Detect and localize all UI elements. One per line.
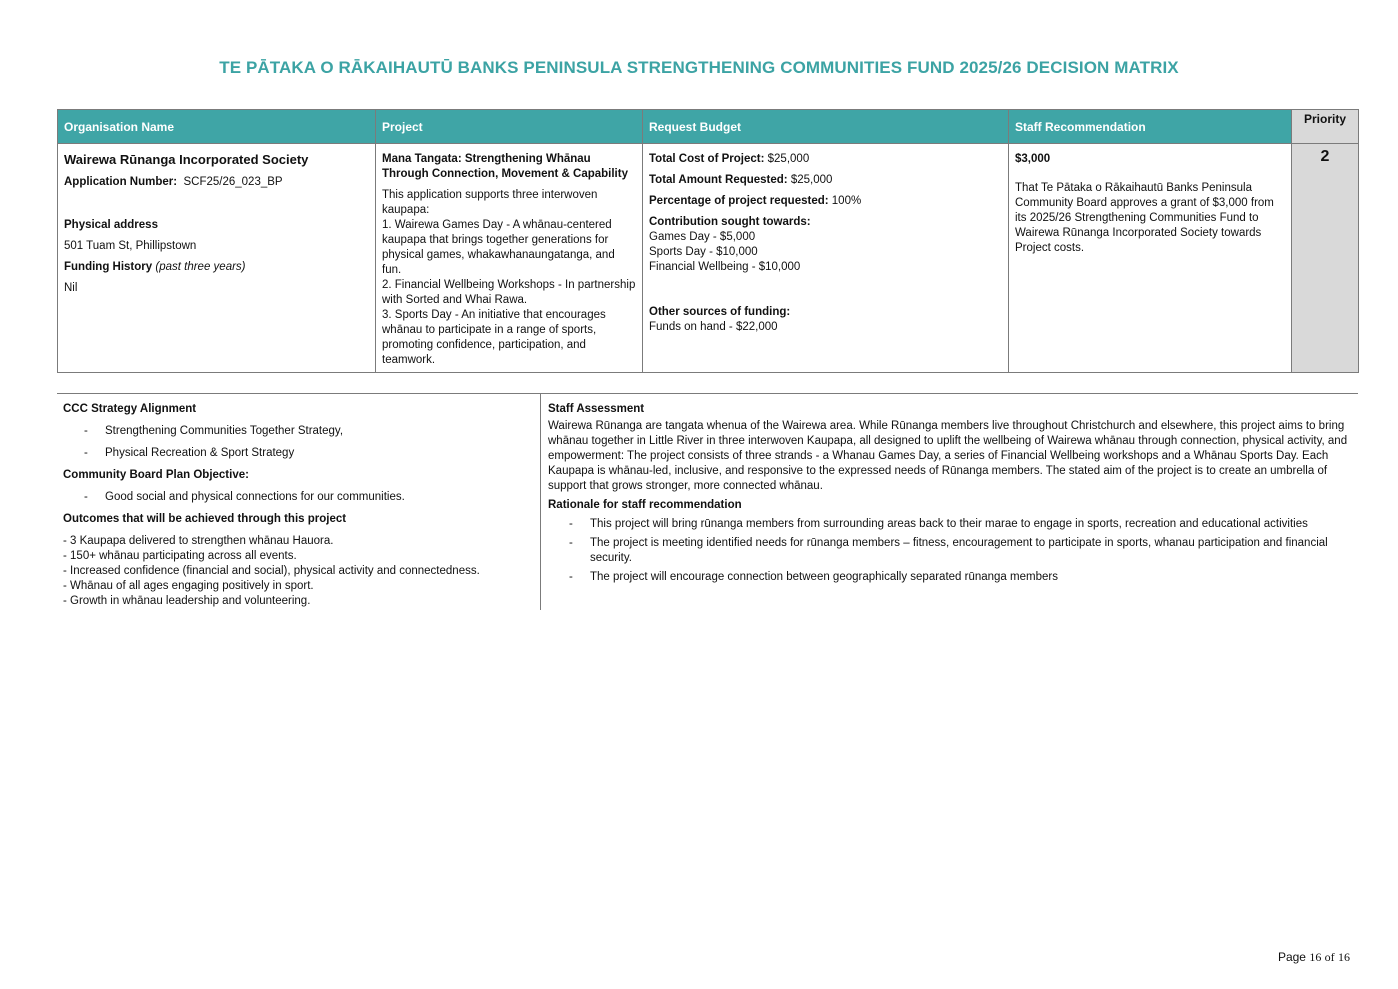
- header-priority: Priority: [1292, 110, 1359, 144]
- project-line: This application supports three interwoven kaupapa:: [382, 189, 598, 216]
- project-cell: [376, 144, 643, 373]
- funding-history-label: Funding History: [64, 261, 153, 273]
- contribution-item: Sports Day - $10,000: [649, 246, 758, 258]
- project-title: Mana Tangata: Strengthening Whānau Through Connection, Movement & Capability: [382, 153, 628, 180]
- page-current: 16: [1309, 950, 1322, 964]
- header-budget: Request Budget: [643, 110, 1009, 144]
- organisation-cell: [58, 144, 376, 373]
- assessment-text: Wairewa Rūnanga are tangata whenua of the Wairewa area. While Rūnanga members live throughout Christchurch and elsewhere, this project aims to bring whānau together in Little River in three interwoven Kaupapa, all designed to uplift the wellbeing of Wairewa whānau through connection, physical activity, and empowerment: The project consists of three strands - a Whanau Games Day, a series of Financial Wellbeing workshops and a Whānau Sports Day. Each Kaupapa is whānau-led, inclusive, and responsive to the expressed needs of Rūnanga members. The stated aim of the project is to create an umbrella of support that grows stronger, more connected whānau.: [548, 420, 1348, 492]
- header-organisation: Organisation Name: [58, 110, 376, 144]
- outcome-item: - 3 Kaupapa delivered to strengthen whānau Hauora.: [63, 535, 334, 547]
- rationale-item: The project is meeting identified needs for rūnanga members – fitness, encouragement to participate in sports, whanau participation and financial security.: [590, 537, 1328, 564]
- percentage-value: 100%: [831, 195, 862, 207]
- application-number-label: Application Number:: [64, 176, 178, 188]
- strategy-item: Physical Recreation & Sport Strategy: [105, 447, 295, 459]
- contribution-item: Games Day - $5,000: [649, 231, 756, 243]
- project-line: 3. Sports Day - An initiative that encourages whānau to participate in a range of sports, promoting confidence, participation, and teamwork.: [382, 309, 606, 366]
- budget-cell: [643, 144, 1009, 373]
- list-item: - Strengthening Communities Together Strategy,: [63, 424, 534, 439]
- table-row: [58, 144, 1359, 373]
- staff-assessment-panel: [542, 394, 1358, 597]
- percentage-requested: [649, 194, 1002, 209]
- other-funding-value: Funds on hand - $22,000: [649, 321, 778, 333]
- outcome-item: - 150+ whānau participating across all events.: [63, 550, 297, 562]
- outcomes-heading: Outcomes that will be achieved through this project: [63, 513, 347, 525]
- total-requested: [649, 173, 1002, 188]
- alignment-panel: [57, 394, 541, 610]
- total-cost: [649, 152, 1002, 167]
- outcome-item: - Growth in whānau leadership and volunteering.: [63, 595, 311, 607]
- header-row: [58, 110, 1359, 144]
- project-line: 2. Financial Wellbeing Workshops - In partnership with Sorted and Whai Rawa.: [382, 279, 636, 306]
- address-label: Physical address: [64, 219, 158, 231]
- page-word: Page: [1277, 950, 1306, 964]
- recommendation-text: That Te Pātaka o Rākaihautū Banks Peninsula Community Board approves a grant of $3,000 from its 2025/26 Strengthening Communities Fund to Wairewa Rūnanga Incorporated Society towards Project costs.: [1015, 182, 1274, 254]
- document-title: TE PĀTAKA O RĀKAIHAUTŪ BANKS PENINSULA STRENGTHENING COMMUNITIES FUND 2025/26 DECISION MATRIX: [219, 58, 1179, 77]
- funding-history: [64, 260, 369, 275]
- list-item: - Good social and physical connections for our communities.: [63, 490, 534, 505]
- funding-history-value: Nil: [64, 282, 78, 294]
- list-item: - This project will bring rūnanga members from surrounding areas back to their marae to engage in sports, recreation and educational activities: [548, 517, 1352, 532]
- percentage-label: Percentage of project requested:: [649, 195, 829, 207]
- list-item: - The project is meeting identified needs for rūnanga members – fitness, encouragement to participate in sports, whanau participation and financial security.: [548, 536, 1352, 566]
- total-cost-label: Total Cost of Project:: [649, 153, 765, 165]
- rationale-heading: Rationale for staff recommendation: [548, 499, 742, 511]
- page-number: [1278, 950, 1350, 965]
- application-number-value: SCF25/26_023_BP: [183, 176, 283, 188]
- assessment-heading: Staff Assessment: [548, 403, 645, 415]
- recommendation-cell: [1009, 144, 1292, 373]
- page-of: of: [1324, 950, 1335, 964]
- header-recommendation: Staff Recommendation: [1009, 110, 1292, 144]
- header-project: Project: [376, 110, 643, 144]
- board-objective-heading: Community Board Plan Objective:: [63, 469, 249, 481]
- outcome-item: - Increased confidence (financial and social), physical activity and connectedness.: [63, 565, 480, 577]
- strategy-item: Strengthening Communities Together Strategy,: [105, 425, 344, 437]
- total-requested-value: $25,000: [790, 174, 833, 186]
- other-funding-label: Other sources of funding:: [649, 306, 791, 318]
- contribution-label: Contribution sought towards:: [649, 216, 811, 228]
- strategy-heading: CCC Strategy Alignment: [63, 403, 197, 415]
- organisation-name: Wairewa Rūnanga Incorporated Society: [64, 152, 309, 167]
- outcome-item: - Whānau of all ages engaging positively in sport.: [63, 580, 314, 592]
- priority-value: 2: [1292, 144, 1359, 373]
- rationale-item: The project will encourage connection between geographically separated rūnanga members: [590, 571, 1058, 583]
- list-item: - The project will encourage connection between geographically separated rūnanga members: [548, 570, 1352, 585]
- funding-history-note: (past three years): [155, 261, 246, 273]
- page-total: 16: [1338, 950, 1350, 964]
- application-number: [64, 175, 369, 190]
- list-item: - Physical Recreation & Sport Strategy: [63, 446, 534, 461]
- rationale-item: This project will bring rūnanga members from surrounding areas back to their marae to engage in sports, recreation and educational activities: [590, 518, 1308, 530]
- total-requested-label: Total Amount Requested:: [649, 174, 788, 186]
- address-value: 501 Tuam St, Phillipstown: [64, 240, 197, 252]
- recommendation-amount: $3,000: [1015, 153, 1051, 165]
- total-cost-value: $25,000: [767, 153, 810, 165]
- project-line: 1. Wairewa Games Day - A whānau-centered kaupapa that brings together generations for physical games, whakawhanaungatanga, and fun.: [382, 219, 615, 276]
- contribution-item: Financial Wellbeing - $10,000: [649, 261, 801, 273]
- decision-matrix-table: [57, 109, 1359, 373]
- board-objective-item: Good social and physical connections for our communities.: [105, 491, 405, 503]
- assessment-section: [57, 393, 1358, 610]
